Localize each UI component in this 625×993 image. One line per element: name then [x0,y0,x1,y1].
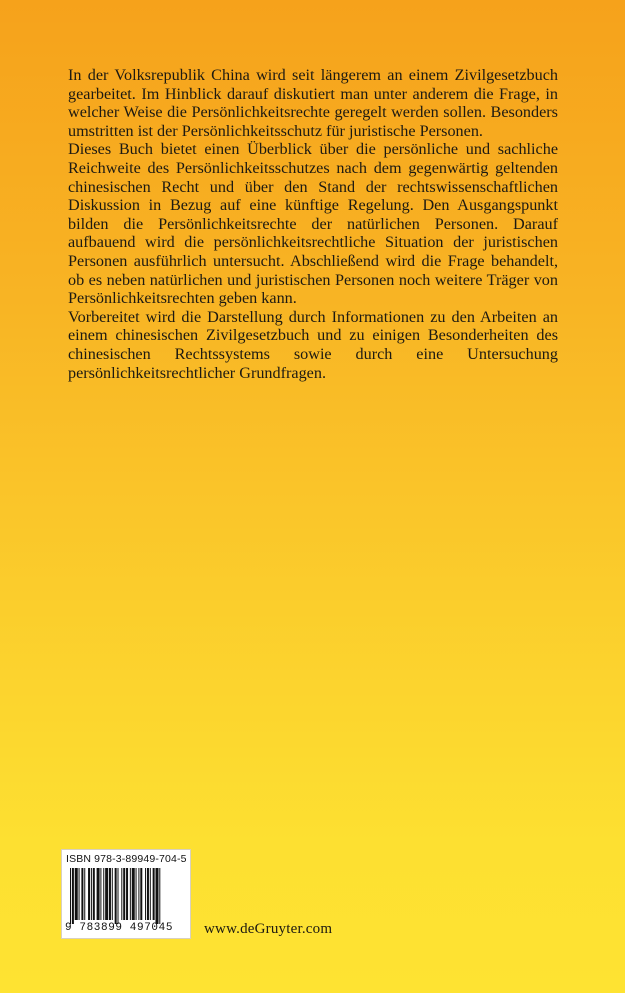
barcode-digits: 9 783899 497045 [65,922,174,934]
publisher-website: www.deGruyter.com [204,921,333,937]
barcode-icon [68,868,186,924]
isbn-barcode [61,849,191,939]
blurb-paragraph-1: In der Volksrepublik China wird seit längerem an einem Zivilgesetzbuch gearbeitet. Im Hinblick darauf diskutiert man unter anderem die Frage, in welcher Weise die Persönlichkeitsrechte geregelt werden sollen. Besonders umstritten ist der Persönlichkeitsschutz für juristische Personen. [68,66,558,140]
blurb-text [68,66,558,382]
blurb-paragraph-2: Dieses Buch bietet einen Überblick über die persönliche und sachliche Reichweite des Persönlichkeitsschutzes nach dem gegenwärtig geltenden chinesischen Recht und über den Stand der rechtswissenschaftlichen Diskussion in Bezug auf eine künftige Regelung. Den Ausgangspunkt bilden die Persönlichkeitsrechte der natürlichen Personen. Darauf aufbauend wird die persönlichkeitsrechtliche Situation der juristischen Personen ausführlich untersucht. Abschließend wird die Frage behandelt, ob es neben natürlichen und juristischen Personen noch weitere Träger von Persönlichkeitsrechten geben kann. [68,140,558,308]
blurb-paragraph-3: Vorbereitet wird die Darstellung durch Informationen zu den Arbeiten an einem chinesischen Zivilgesetzbuch und zu einigen Besonderheiten des chinesischen Rechtssystems sowie durch eine Untersuchung persönlichkeitsrechtlicher Grundfragen. [68,307,558,382]
isbn-label: ISBN 978-3-89949-704-5 [66,853,187,865]
